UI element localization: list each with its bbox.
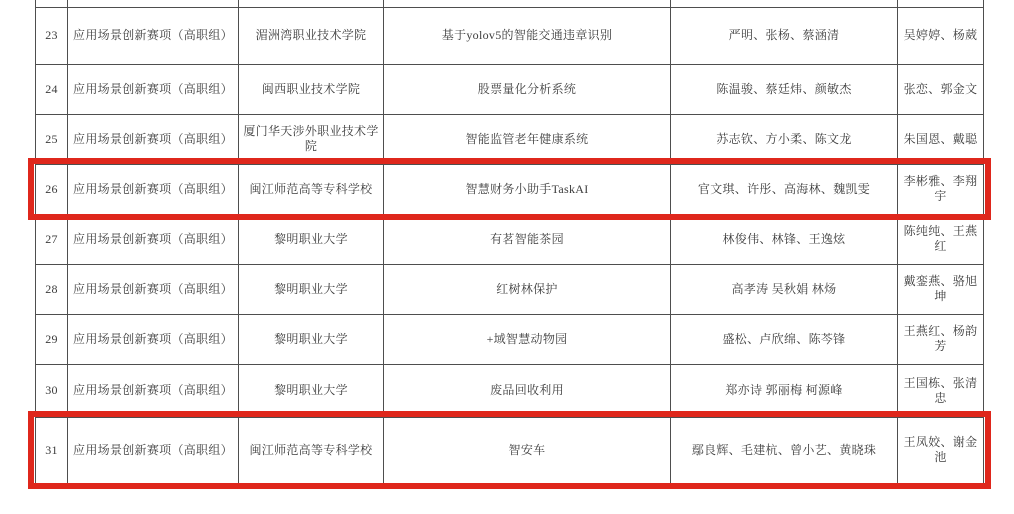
cell-row-number: 28	[36, 264, 68, 314]
table-row	[36, 417, 984, 483]
cell-stub	[384, 0, 671, 7]
cell-project: 废品回收利用	[384, 364, 671, 417]
cell-category: 应用场景创新赛项（高职组）	[68, 214, 239, 264]
cell-advisors: 王凤姣、谢金池	[898, 417, 984, 483]
cell-members: 盛松、卢欣绵、陈芩锋	[671, 314, 898, 364]
cell-advisors: 李彬雅、李翔宇	[898, 164, 984, 214]
cell-school: 闽江师范高等专科学校	[239, 164, 384, 214]
cell-stub	[671, 0, 898, 7]
cell-advisors: 陈纯纯、王燕红	[898, 214, 984, 264]
table-row	[36, 114, 984, 164]
cell-stub	[239, 0, 384, 7]
cell-row-number: 31	[36, 417, 68, 483]
cell-row-number: 30	[36, 364, 68, 417]
cell-category: 应用场景创新赛项（高职组）	[68, 64, 239, 114]
cell-members: 郑亦诗 郭丽梅 柯源峰	[671, 364, 898, 417]
cell-school: 闽西职业技术学院	[239, 64, 384, 114]
cell-project: +域智慧动物园	[384, 314, 671, 364]
table-row	[36, 164, 984, 214]
results-table	[35, 0, 984, 484]
cell-project: 红树林保护	[384, 264, 671, 314]
cell-school: 黎明职业大学	[239, 214, 384, 264]
cell-project: 有茗智能茶园	[384, 214, 671, 264]
cell-advisors: 朱国恩、戴聪	[898, 114, 984, 164]
cell-row-number: 23	[36, 7, 68, 64]
table-row	[36, 264, 984, 314]
cell-row-number: 29	[36, 314, 68, 364]
cell-school: 黎明职业大学	[239, 364, 384, 417]
cell-category: 应用场景创新赛项（高职组）	[68, 7, 239, 64]
cell-advisors: 王国栋、张清忠	[898, 364, 984, 417]
cell-category: 应用场景创新赛项（高职组）	[68, 114, 239, 164]
cell-category: 应用场景创新赛项（高职组）	[68, 364, 239, 417]
cell-advisors: 王燕红、杨韵芳	[898, 314, 984, 364]
cell-project: 股票量化分析系统	[384, 64, 671, 114]
cell-category: 应用场景创新赛项（高职组）	[68, 264, 239, 314]
results-table-body	[36, 0, 984, 483]
cell-advisors: 吴婷婷、杨葳	[898, 7, 984, 64]
cell-stub	[898, 0, 984, 7]
cell-category: 应用场景创新赛项（高职组）	[68, 417, 239, 483]
cell-row-number: 24	[36, 64, 68, 114]
cell-stub	[36, 0, 68, 7]
cell-row-number: 27	[36, 214, 68, 264]
cell-members: 严明、张杨、蔡涵清	[671, 7, 898, 64]
cell-row-number: 25	[36, 114, 68, 164]
cell-project: 基于yolov5的智能交通违章识别	[384, 7, 671, 64]
cell-school: 厦门华天涉外职业技术学院	[239, 114, 384, 164]
cell-advisors: 戴銮燕、骆旭坤	[898, 264, 984, 314]
table-row	[36, 314, 984, 364]
cell-school: 黎明职业大学	[239, 314, 384, 364]
cell-project: 智安车	[384, 417, 671, 483]
cell-row-number: 26	[36, 164, 68, 214]
cell-members: 高孝涛 吴秋娟 林炀	[671, 264, 898, 314]
cell-members: 苏志钦、方小柔、陈文龙	[671, 114, 898, 164]
cell-stub	[68, 0, 239, 7]
cell-school: 黎明职业大学	[239, 264, 384, 314]
cell-school: 湄洲湾职业技术学院	[239, 7, 384, 64]
cell-project: 智慧财务小助手TaskAI	[384, 164, 671, 214]
cell-members: 鄢良辉、毛建杭、曾小艺、黄晓珠	[671, 417, 898, 483]
table-row	[36, 214, 984, 264]
cell-project: 智能监管老年健康系统	[384, 114, 671, 164]
cell-advisors: 张恋、郭金文	[898, 64, 984, 114]
table-row	[36, 7, 984, 64]
table-row	[36, 64, 984, 114]
cell-school: 闽江师范高等专科学校	[239, 417, 384, 483]
table-row	[36, 364, 984, 417]
cell-category: 应用场景创新赛项（高职组）	[68, 314, 239, 364]
cell-members: 陈温骏、蔡廷炜、颜敏杰	[671, 64, 898, 114]
cell-category: 应用场景创新赛项（高职组）	[68, 164, 239, 214]
table-row-cutoff	[36, 0, 984, 7]
cell-members: 林俊伟、林锋、王逸炫	[671, 214, 898, 264]
cell-members: 官文琪、许彤、高海林、魏凯雯	[671, 164, 898, 214]
